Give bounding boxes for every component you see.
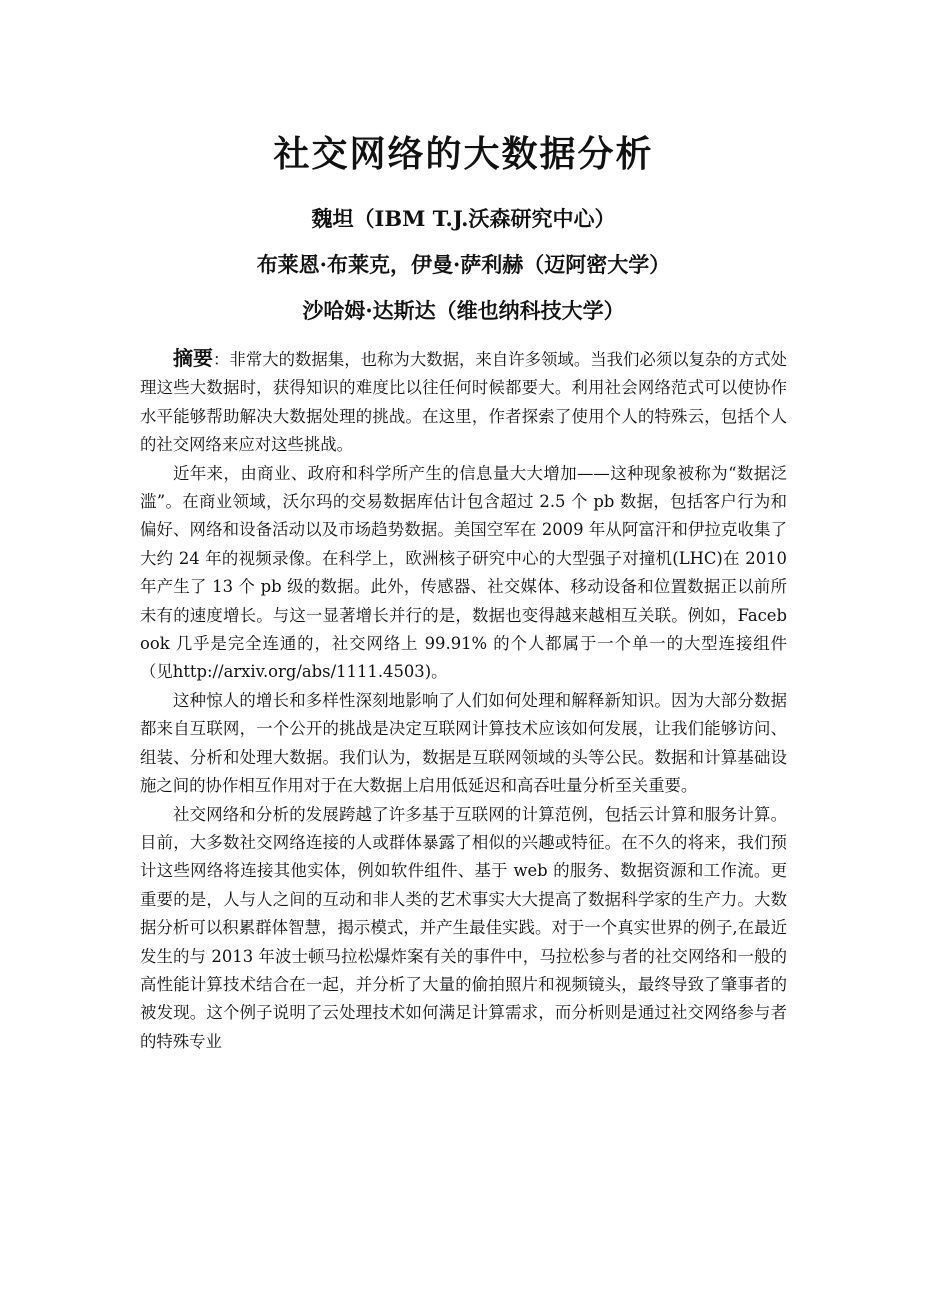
body-paragraph-3: 社交网络和分析的发展跨越了许多基于互联网的计算范例，包括云计算和服务计算。目前，大多数社交网络连接的人或群体暴露了相似的兴趣或特征。在不久的将来，我们预计这些网络将连接其他实体，例如软件组件、基于 web 的服务、数据资源和工作流。更重要的是，人与人之间的互动和非人类的艺术事实大大提高了数据科学家的生产力。大数据分析可以积累群体智慧，揭示模式，并产生最佳实践。对于一个真实世界的例子,在最近发生的与 2013 年波士顿马拉松爆炸案有关的事件中，马拉松参与者的社交网络和一般的高性能计算技术结合在一起，并分析了大量的偷拍照片和视频镜头，最终导致了肇事者的被发现。这个例子说明了云处理技术如何满足计算需求，而分析则是通过社交网络参与者的特殊专业 xyxy=(140,804,787,1051)
abstract xyxy=(140,344,787,460)
author-line-1: 魏坦（IBM T.J.沃森研究中心） xyxy=(311,206,616,231)
abstract-label: 摘要 xyxy=(173,346,214,370)
abstract-text: ：非常大的数据集，也称为大数据，来自许多领域。当我们必须以复杂的方式处理这些大数据时，获得知识的难度比以往任何时候都要大。利用社会网络范式可以使协作水平能够帮助解决大数据处理的挑战。在这里，作者探索了使用个人的特殊云，包括个人的社交网络来应对这些挑战。 xyxy=(140,350,788,455)
page-title: 社交网络的大数据分析 xyxy=(273,133,654,175)
author-line-2: 布莱恩·布莱克，伊曼·萨利赫（迈阿密大学） xyxy=(256,252,671,277)
body-paragraph-2: 这种惊人的增长和多样性深刻地影响了人们如何处理和解释新知识。因为大部分数据都来自互联网，一个公开的挑战是决定互联网计算技术应该如何发展，让我们能够访问、组装、分析和处理大数据。我们认为，数据是互联网领域的头等公民。数据和计算基础设施之间的协作相互作用对于在大数据上启用低延迟和高吞吐量分析至关重要。 xyxy=(140,690,787,796)
article xyxy=(140,120,787,1056)
body-paragraph-1: 近年来，由商业、政府和科学所产生的信息量大大增加——这种现象被称为“数据泛滥”。在商业领域，沃尔玛的交易数据库估计包含超过 2.5 个 pb 数据，包括客户行为和偏好、网络和设备活动以及市场趋势数据。美国空军在 2009 年从阿富汗和伊拉克收集了大约 24 年的视频录像。在科学上，欧洲核子研究中心的大型强子对撞机(LHC)在 2010 年产生了 13 个 pb 级的数据。此外，传感器、社交媒体、移动设备和位置数据正以前所未有的速度增长。与这一显著增长并行的是，数据也变得越来越相互关联。例如，Facebook 几乎是完全连通的，社交网络上 99.91% 的个人都属于一个单一的大型连接组件（见http://arxiv.org/abs/1111.4503)。 xyxy=(140,463,787,682)
author-line-3: 沙哈姆·达斯达（维也纳科技大学） xyxy=(302,298,625,323)
